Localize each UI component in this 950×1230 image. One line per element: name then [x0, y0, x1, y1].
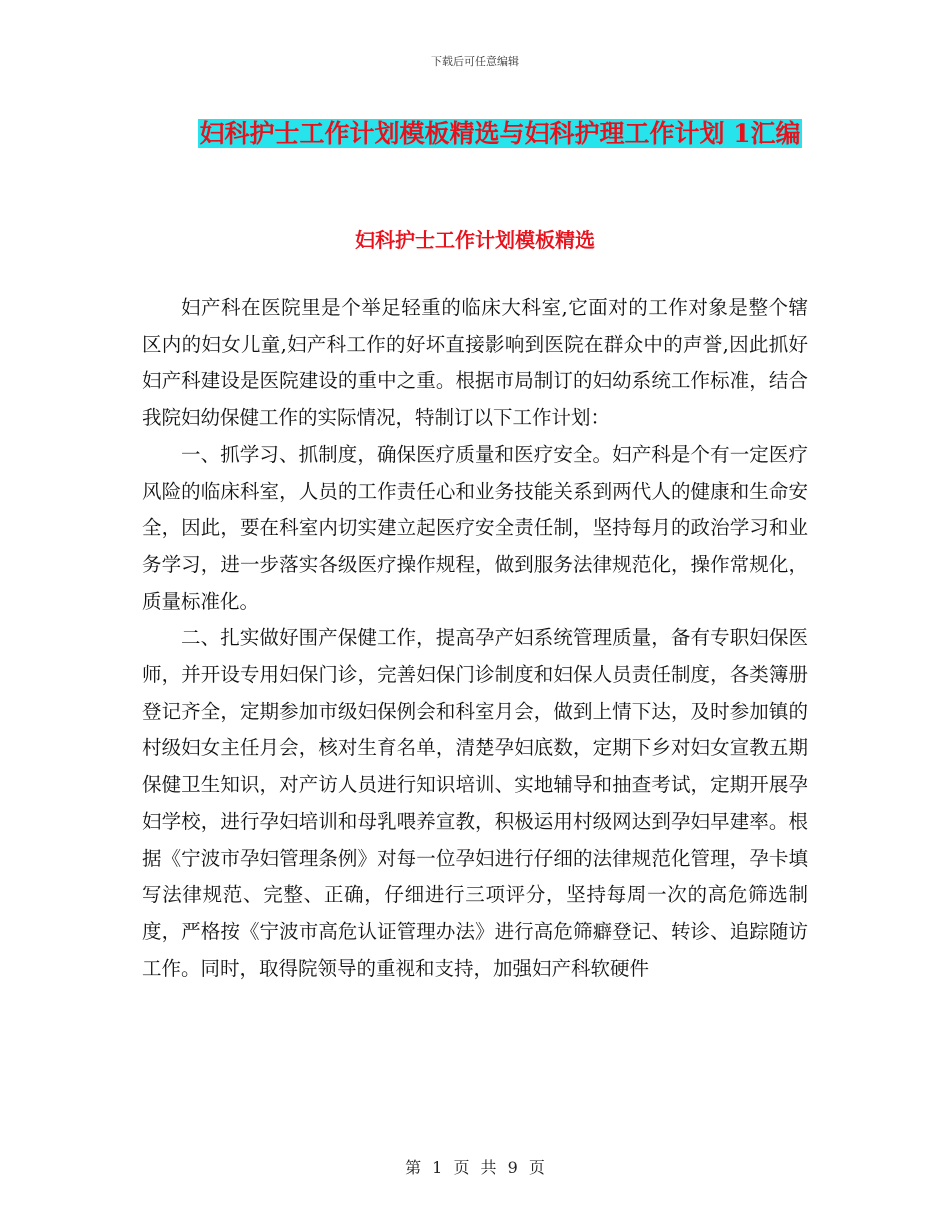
paragraph-intro: 妇产科在医院里是个举足轻重的临床大科室,它面对的工作对象是整个辖区内的妇女儿童,妇产科工作的好坏直接影响到医院在群众中的声誉,因此抓好妇产科建设是医院建设的重中之重。根据市局制订的妇幼系统工作标准，结合我院妇幼保健工作的实际情况，特制订以下工作计划： — [142, 296, 808, 430]
section-title: 妇科护士工作计划模板精选 — [355, 228, 595, 252]
paragraph-item-1: 一、抓学习、抓制度，确保医疗质量和医疗安全。妇产科是个有一定医疗风险的临床科室，人员的工作责任心和业务技能关系到两代人的健康和生命安全，因此，要在科室内切实建立起医疗安全责任制，坚持每月的政治学习和业务学习，进一步落实各级医疗操作规程，做到服务法律规范化，操作常规化，质量标准化。 — [142, 442, 808, 613]
document-title-text: 妇科护士工作计划模板精选与妇科护理工作计划 1汇编 — [199, 119, 801, 148]
paragraph-item-2: 二、扎实做好围产保健工作，提高孕产妇系统管理质量，备有专职妇保医师，并开设专用妇保门诊，完善妇保门诊制度和妇保人员责任制度，各类簿册登记齐全，定期参加市级妇保例会和科室月会，做到上情下达，及时参加镇的村级妇女主任月会，核对生育名单，清楚孕妇底数，定期下乡对妇女宣教五期保健卫生知识，对产访人员进行知识培训、实地辅导和抽查考试，定期开展孕妇学校，进行孕妇培训和母乳喂养宣教，积极运用村级网达到孕妇早建率。根据《宁波市孕妇管理条例》对每一位孕妇进行仔细的法律规范化管理，孕卡填写法律规范、完整、正确，仔细进行三项评分，坚持每周一次的高危筛选制度，严格按《宁波市高危认证管理办法》进行高危筛癖登记、转诊、追踪随访工作。同时，取得院领导的重视和支持，加强妇产科软硬件 — [142, 626, 808, 980]
document-body — [142, 290, 808, 987]
header-note: 下载后可任意编辑 — [431, 55, 519, 68]
page-number: 第 1 页 共 9 页 — [405, 1158, 545, 1177]
document-title — [190, 111, 810, 157]
